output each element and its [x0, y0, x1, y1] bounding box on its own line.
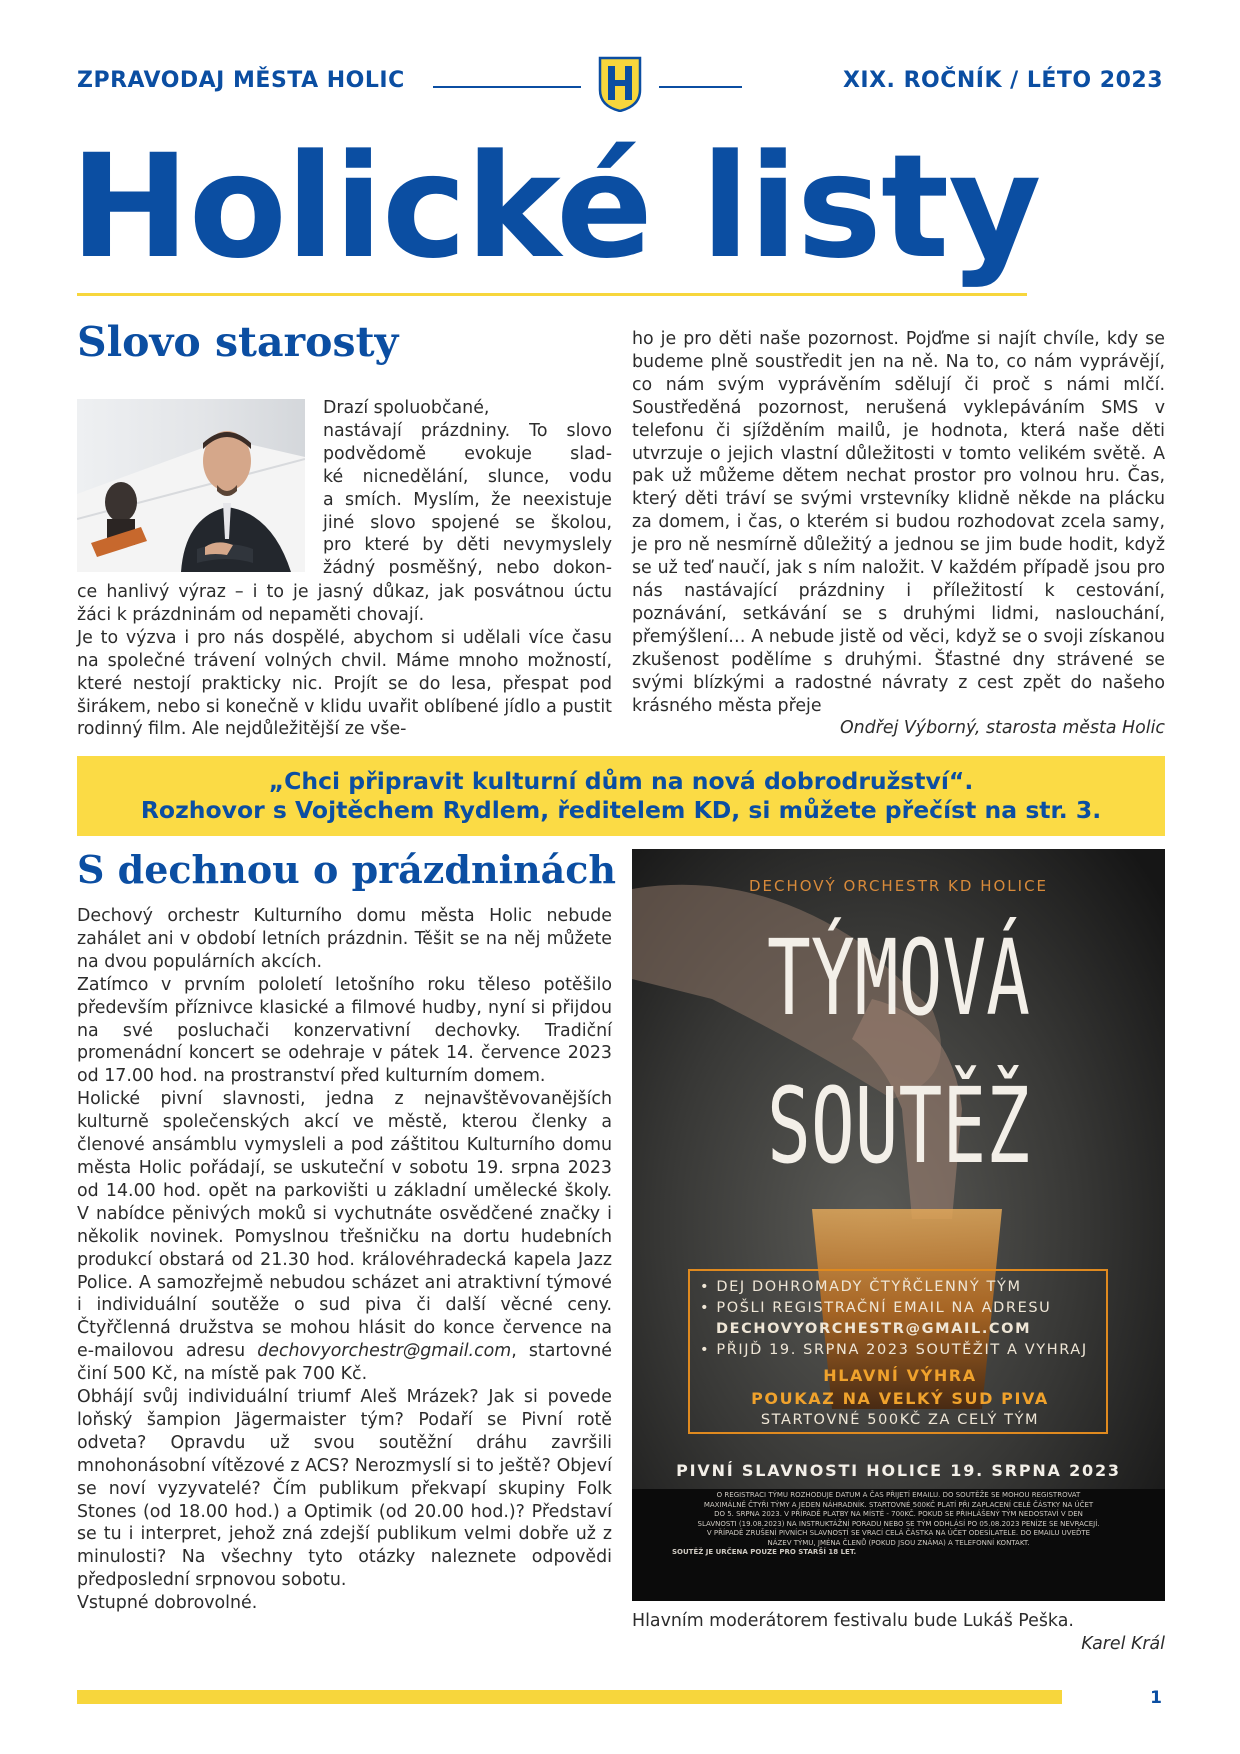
fine-print-line: NÁZEV TÝMU, JMÉNA ČLENŮ (POKUD JSOU ZNÁMA) A TELEFONNÍ KONTAKT.: [767, 1538, 1030, 1547]
paragraph: [77, 1088, 612, 1386]
paragraph-line: jiné slovo spojené se školou,: [323, 512, 612, 533]
intro-text: [323, 397, 612, 580]
photo-caption: Hlavním moderátorem festivalu bude Lukáš Peška.: [632, 1611, 1074, 1631]
fine-print-line: SLAVNOSTI (19.08.2023) NA INSTRUKTÁŽNÍ PORADU NEBO SE TÝM ODHLÁSÍ PO 05.08.2023 PENÍZE SE NEVRACEJÍ.: [697, 1519, 1100, 1528]
page-number: 1: [1150, 1688, 1162, 1708]
banner-subline: Rozhovor s Vojtěchem Rydlem, ředitelem KD, si můžete přečíst na str. 3.: [140, 796, 1102, 824]
masthead-underline: [77, 293, 1027, 296]
holice-coat-of-arms-icon: [598, 56, 642, 112]
poster-bullet: • DEJ DOHROMADY ČTYŘČLENNÝ TÝM: [700, 1279, 1022, 1295]
poster-email: DECHOVYORCHESTR@GMAIL.COM: [716, 1321, 1032, 1337]
poster-fine-print: [632, 1491, 1165, 1558]
poster-kicker: DECHOVÝ ORCHESTR KD HOLICE: [748, 877, 1049, 895]
interview-teaser-banner: [77, 756, 1165, 836]
article-body-col2: [632, 328, 1165, 740]
text-run: , startovné činí 500 Kč, na místě pak 700 Kč.: [77, 1341, 612, 1385]
fine-print-line: V PŘÍPADĚ ZRUŠENÍ PIVNÍCH SLAVNOSTÍ SE VRACÍ CELÁ ČÁSTKA NA ÚČET ODESÍLATELE. DO EMAILU UVEĎTE: [706, 1529, 1091, 1537]
paragraph: ho je pro děti naše pozornost. Pojďme si najít chvíle, kdy se budeme plně soustředit jen na ně. Na to, co nám vyprávějí, co nám svým vyprávěním sdělují či proč s námi mlčí. Soustředěná pozornost, nerušená vyklepáváním SMS v telefonu či sjížděním mailů, je hodnota, která naše děti utvrzuje o jejich vlastní důležitosti v tomto velikém světě. A pak už můžeme dětem nechat prostor pro volnou hru. Čas, který děti tráví se svými vrstevníky klidně někde na plácku za domem, i čas, o kterém si budou rozhodovat zcela samy, je pro ně nesmírně důležitý a jednou se jim bude hodit, když se už teď naučí, jak s ním naložit. V každém případě jsou pro nás nastávající prázdniny i příležitostí k cestování, poznávání, setkávání se s druhými lidmi, naslouchání, přemýšlení… A nebude jistě od věci, když se o svoji získanou zkušenost podělíme s druhými. Šťastné dny strávené se svými blízkými a radostné návraty z cest zpět do našeho krásného města přeje: [632, 329, 1165, 716]
mayor-photo: [77, 399, 305, 572]
paragraph: Zatímco v prvním pololetí letošního roku těleso potěšilo především příznivce klasické a filmové hudby, nyní si přijdou na své posluchači konzervativní dechovky. Tradiční promenádní koncert se odehraje v pátek 14. července 2023 od 17.00 hod. na prostranství před kulturním domem.: [77, 974, 612, 1087]
paragraph-line: ké nicnedělání, slunce, vodu: [323, 466, 612, 487]
event-poster: [632, 849, 1165, 1601]
masthead-title: Holické listy: [70, 123, 1041, 290]
paragraph-line: nastávají prázdniny. To slovo: [323, 420, 612, 441]
poster-bullet: • PŘIJĎ 19. SRPNA 2023 SOUTĚŽIT A VYHRAJ: [700, 1342, 1088, 1358]
poster-title-line2: SOUTĚŽ: [767, 1065, 1030, 1187]
article-heading: S dechnou o prázdninách: [77, 847, 617, 892]
fine-print-line: MAXIMÁLNĚ ČTYŘI TÝMY A JEDEN NÁHRADNÍK. STARTOVNÉ 500KČ PLATÍ PŘI ZAPLACENÍ CELÉ ČÁSTKY NA ÚČET: [703, 1500, 1094, 1509]
header-rule-left: [433, 86, 581, 88]
fine-print-line: SOUTĚŽ JE URČENA POUZE PRO STARŠÍ 18 LET.: [672, 1548, 857, 1556]
footer-bar: [77, 1690, 1062, 1704]
header-rule-right: [659, 86, 742, 88]
paragraph-line: žádný posměšný, nebo dokon-: [323, 558, 612, 579]
publication-label: ZPRAVODAJ MĚSTA HOLIC: [77, 68, 405, 93]
poster-prize: POUKAZ NA VELKÝ SUD PIVA: [751, 1389, 1049, 1408]
email-address: dechovyorchestr@gmail.com: [257, 1341, 512, 1362]
text-run: Holické pivní slavnosti, jedna z nejnavštěvovanějších kulturně společenských akcí ve městě, kterou členky a členové ansámblu vymysleli a pod záštitou Kulturního domu města Holic pořádají, se uskuteční v sobotu 19. srpna 2023 od 14.00 hod. opět na parkovišti u základní umělecké školy. V nabídce pěnivých moků si vychutnáte osvědčené značky i několik novinek. Pomyslnou třešničku na dortu hudebních produkcí obstará od 21.30 hod. královéhradecká kapela Jazz Police. A samozřejmě nebudou scházet ani atraktivní týmové i individuální soutěže o sud piva či další věcné ceny. Čtyřčlenná družstva se mohou hlásit do konce července na e-mailovou adresu: [77, 1089, 612, 1362]
paragraph: Vstupné dobrovolné.: [77, 1593, 258, 1614]
banner-quote: „Chci připravit kulturní dům na nová dobrodružství“.: [268, 767, 974, 795]
paragraph: ce hanlivý výraz – i to je jasný důkaz, jak posvátnou úctu žáci k prázdninám od nepaměti chovají.: [77, 582, 612, 625]
author-signature: Ondřej Výborný, starosta města Holic: [839, 718, 1165, 739]
poster-title-line1: TÝMOVÁ: [767, 917, 1030, 1039]
poster-bullet: • POŠLI REGISTRAČNÍ EMAIL NA ADRESU: [700, 1300, 1052, 1316]
paragraph: Obhájí svůj individuální triumf Aleš Mrázek? Jak si povede loňský šampion Jägermaister tým? Podaří se Pivní rotě odveta? Opravdu už svou soutěžní dráhu završili mnohonásobní vítězové z ACS? Nerozmyslí si to ještě? Objeví se noví vyzyvatelé? Čím publikum překvapí skupiny Folk Stones (od 18.00 hod.) a Optimik (od 20.00 hod.)? Představí se tu i interpret, jehož zná zdejší publikum velmi dobře už z minulosti? Na všechny tyto otázky naleznete odpovědi předposlední srpnovou sobotu.: [77, 1387, 612, 1591]
poster-event: PIVNÍ SLAVNOSTI HOLICE 19. SRPNA 2023: [676, 1461, 1121, 1480]
fine-print-line: O REGISTRACI TÝMU ROZHODUJE DATUM A ČAS PŘIJETÍ EMAILU. DO SOUTĚŽE SE MOHOU REGISTROVAT: [716, 1491, 1081, 1499]
article-body: [77, 905, 612, 1615]
article-heading: Slovo starosty: [77, 318, 399, 366]
paragraph: Drazí spoluobčané,: [323, 398, 490, 418]
paragraph-line: pro které by děti nevymyslely: [323, 535, 612, 556]
paragraph-line: a smích. Myslím, že neexistuje: [323, 489, 612, 510]
author-signature: Karel Král: [1081, 1634, 1165, 1654]
poster-info-box: [688, 1269, 1108, 1434]
paragraph: Je to výzva i pro nás dospělé, abychom si udělali více času na společné trávení volných chvil. Máme mnoho možností, které nestojí prakticky nic. Projít se do lesa, přespat pod širákem, nebo si konečně v klidu uvařit oblíbené jídlo a pustit rodinný film. Ale nejdůležitější ze vše-: [77, 627, 612, 740]
poster-fee: STARTOVNÉ 500KČ ZA CELÝ TÝM: [760, 1412, 1040, 1428]
fine-print-line: DO 5. SRPNA 2023. V PŘÍPADĚ PLATBY NA MÍSTĚ - 700KČ. POKUD SE PŘIHLÁŠENÝ TÝM NEDOSTAVÍ V DEN: [714, 1510, 1083, 1518]
paragraph-line: podvědomě evokuje slad-: [323, 443, 612, 464]
poster-prize-title: HLAVNÍ VÝHRA: [823, 1366, 977, 1385]
issue-label: XIX. ROČNÍK / LÉTO 2023: [842, 68, 1163, 93]
paragraph: Dechový orchestr Kulturního domu města Holic nebude zahálet ani v období letních prázdnin. Těšit se na něj můžete na dvou populárních akcích.: [77, 906, 612, 972]
article-body-col1: [77, 581, 612, 741]
